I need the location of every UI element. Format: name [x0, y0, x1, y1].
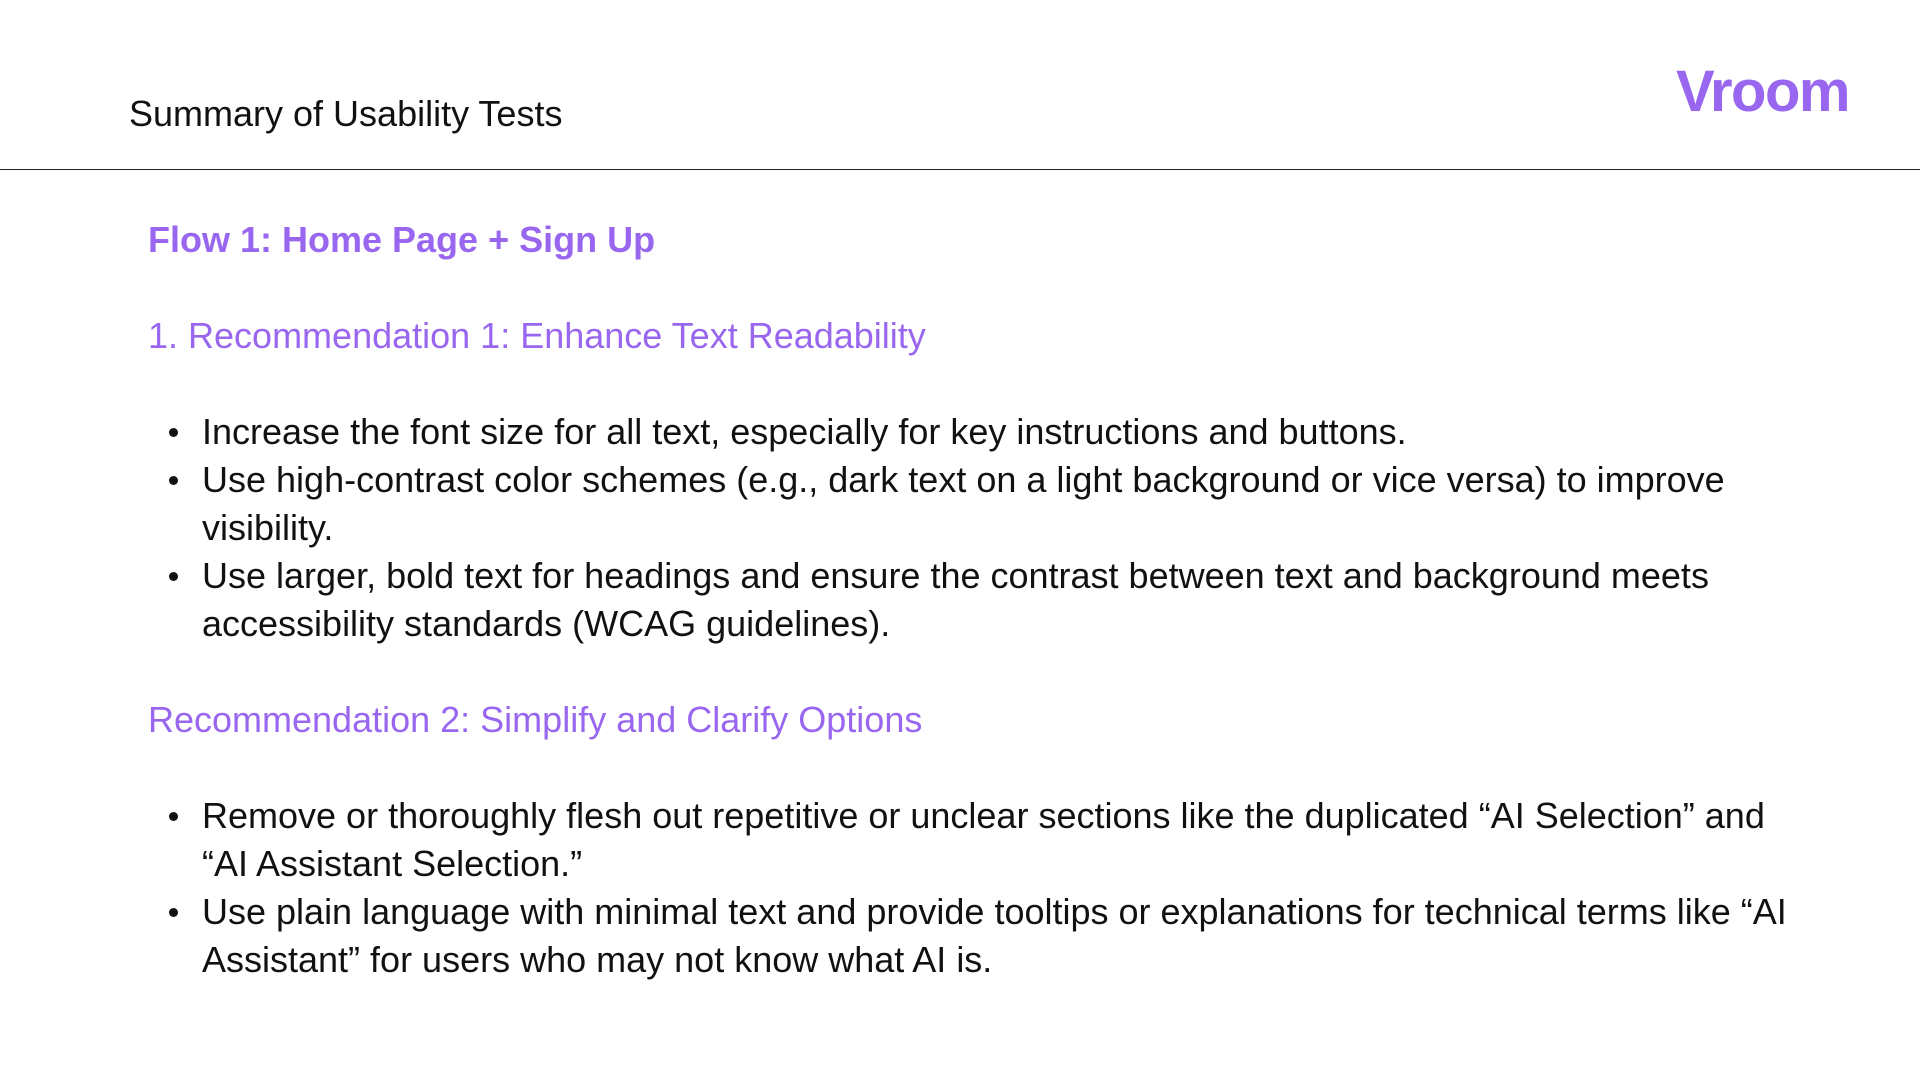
list-item: Remove or thoroughly flesh out repetitive or unclear sections like the duplicated “AI Selection” and “AI Assistant Selection.”: [202, 792, 1788, 888]
recommendation-1-heading: 1. Recommendation 1: Enhance Text Readability: [148, 315, 926, 356]
header-divider: [0, 169, 1920, 170]
list-item: Use plain language with minimal text and provide tooltips or explanations for technical terms like “AI Assistant” for users who may not know what AI is.: [202, 888, 1788, 984]
recommendation-1-list: [148, 408, 1788, 648]
list-item: Use high-contrast color schemes (e.g., dark text on a light background or vice versa) to improve visibility.: [202, 456, 1788, 552]
brand-logo: Vroom: [1676, 59, 1849, 124]
list-item: Increase the font size for all text, especially for key instructions and buttons.: [202, 408, 1788, 456]
list-item: Use larger, bold text for headings and ensure the contrast between text and background meets accessibility standards (WCAG guidelines).: [202, 552, 1788, 648]
main-content: [148, 216, 1788, 984]
page-title: Summary of Usability Tests: [129, 93, 563, 134]
recommendation-2-list: [148, 792, 1788, 984]
flow-title: Flow 1: Home Page + Sign Up: [148, 219, 656, 260]
recommendation-2-heading: Recommendation 2: Simplify and Clarify Options: [148, 699, 923, 740]
